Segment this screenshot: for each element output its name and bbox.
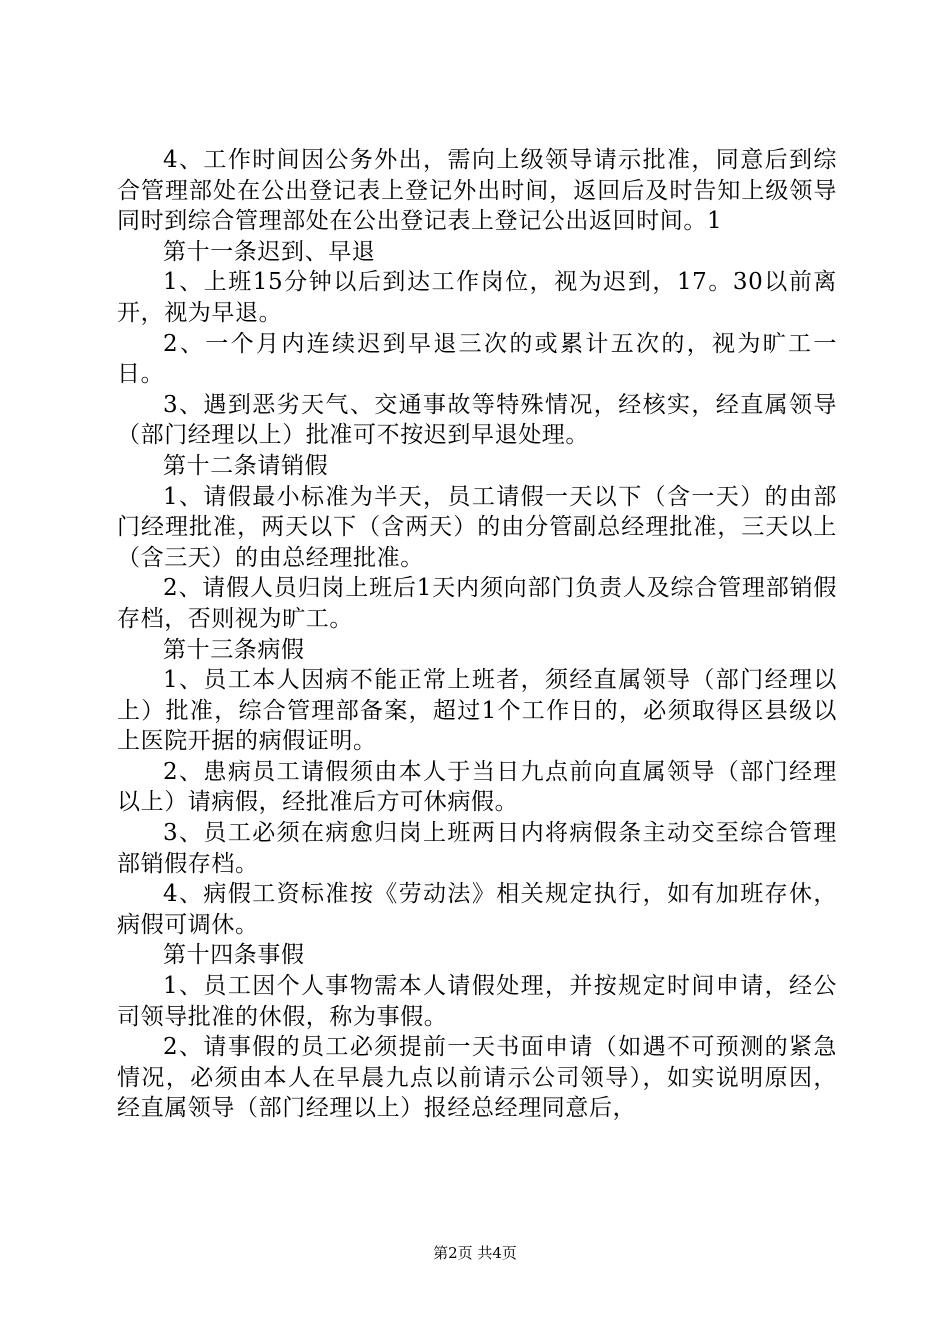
paragraph-personal-leave-request: 2、请事假的员工必须提前一天书面申请（如遇不可预测的紧急情况，必须由本人在早晨九点以前请示公司领导），如实说明原因，经直属领导（部门经理以上）报经总经理同意后， <box>117 1034 837 1122</box>
heading-article-12: 第十二条请销假 <box>163 452 329 479</box>
document-body <box>117 145 837 1124</box>
paragraph-official-outing: 4、工作时间因公务外出，需向上级领导请示批准，同意后到综合管理部处在公出登记表上登记外出时间，返回后及时告知上级领导同时到综合管理部处在公出登记表上登记公出返回时间。1 <box>117 147 837 235</box>
paragraph-sick-request: 2、患病员工请假须由本人于当日九点前向直属领导（部门经理以上）请病假，经批准后方可休病假。 <box>117 758 837 816</box>
paragraph-late-definition: 1、上班15分钟以后到达工作岗位，视为迟到，17。30以前离开，视为早退。 <box>117 269 837 326</box>
paragraph-late-exception: 3、遇到恶劣天气、交通事故等特殊情况，经核实，经直属领导（部门经理以上）批准可不按迟到早退处理。 <box>117 391 837 449</box>
paragraph-leave-approval: 1、请假最小标准为半天，员工请假一天以下（含一天）的由部门经理批准，两天以下（含两天）的由分管副总经理批准，三天以上（含三天）的由总经理批准。 <box>117 483 837 571</box>
paragraph-personal-leave-definition: 1、员工因个人事物需本人请假处理，并按规定时间申请，经公司领导批准的休假，称为事假。 <box>117 973 837 1030</box>
heading-article-14: 第十四条事假 <box>163 942 305 969</box>
paragraph-sick-pay: 4、病假工资标准按《劳动法》相关规定执行，如有加班存休，病假可调休。 <box>117 881 837 938</box>
heading-article-13: 第十三条病假 <box>163 636 305 663</box>
paragraph-sick-approval: 1、员工本人因病不能正常上班者，须经直属领导（部门经理以上）批准，综合管理部备案，超过1个工作日的，必须取得区县级以上医院开据的病假证明。 <box>117 667 837 755</box>
page-footer: 第2页 共4页 <box>433 1244 517 1262</box>
paragraph-sick-note: 3、员工必须在病愈归岗上班两日内将病假条主动交至综合管理部销假存档。 <box>117 820 837 877</box>
heading-article-11: 第十一条迟到、早退 <box>163 238 376 265</box>
paragraph-leave-return: 2、请假人员归岗上班后1天内须向部门负责人及综合管理部销假存档，否则视为旷工。 <box>117 575 837 632</box>
paragraph-late-absence: 2、一个月内连续迟到早退三次的或累计五次的，视为旷工一日。 <box>117 330 837 388</box>
